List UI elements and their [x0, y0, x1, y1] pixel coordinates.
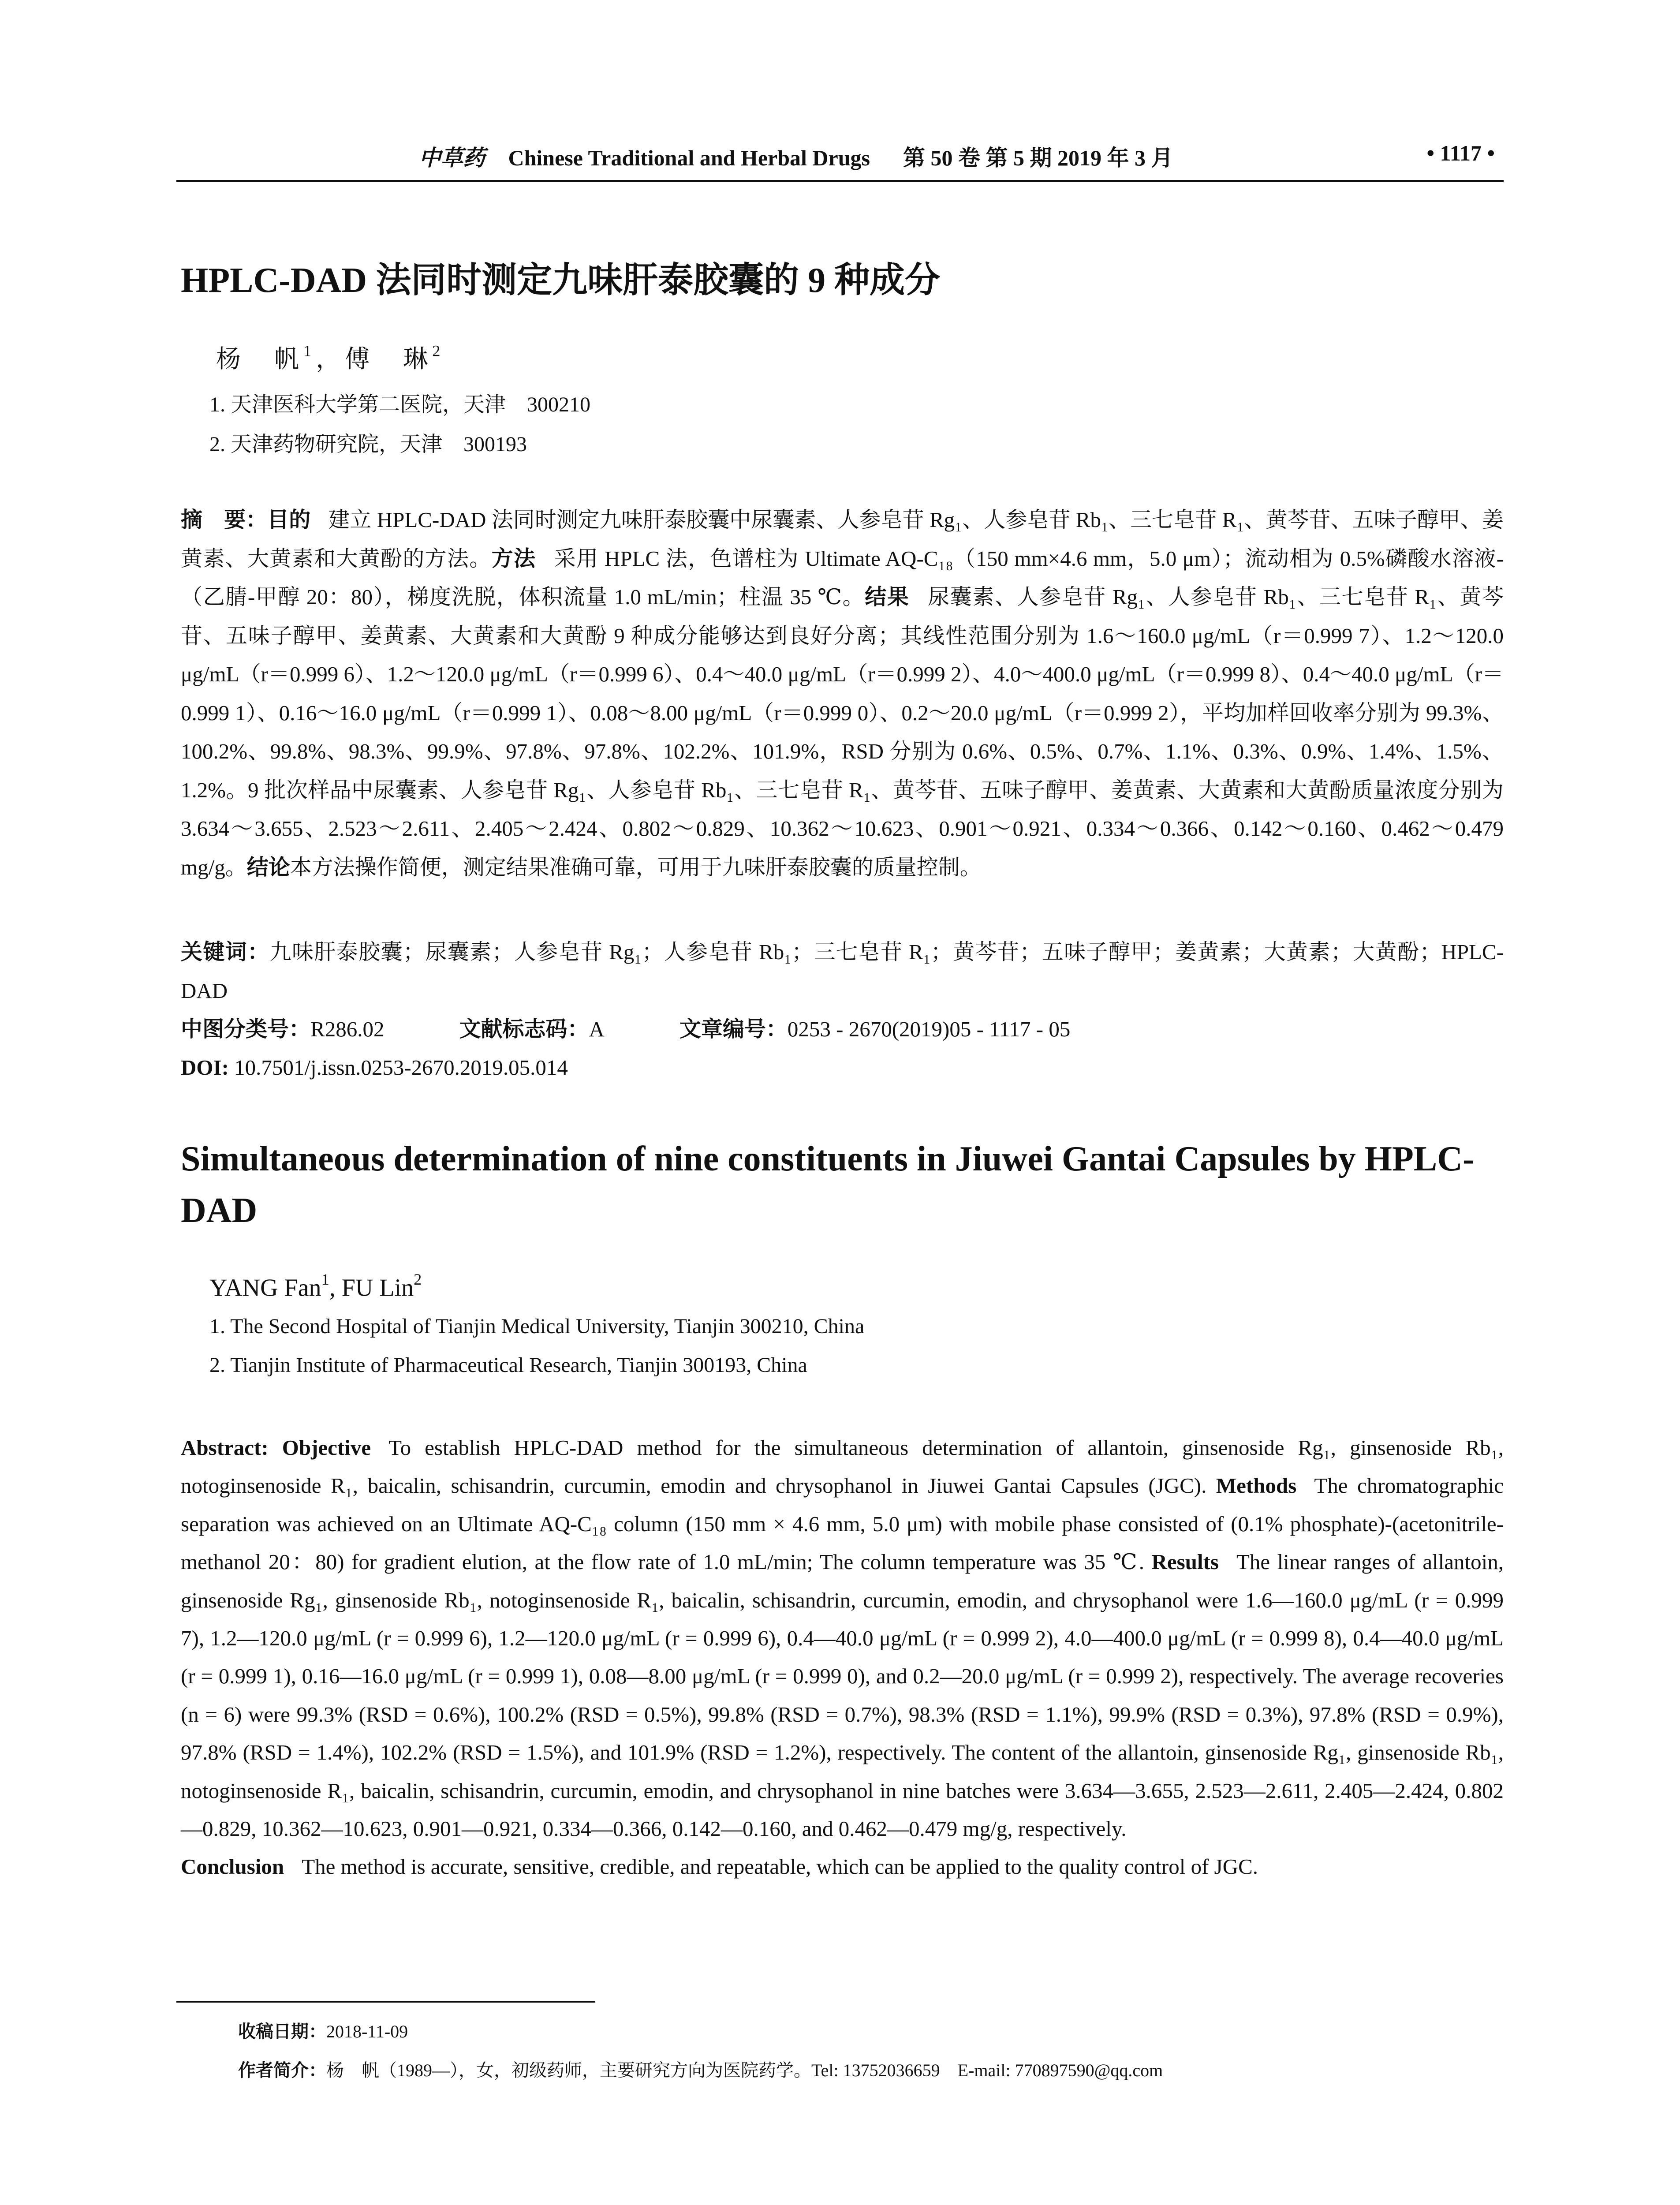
doi-value[interactable]: 10.7501/j.issn.0253-2670.2019.05.014 — [234, 1055, 568, 1080]
clc-value: R286.02 — [310, 1017, 385, 1041]
methods-text-cn: 采用 HPLC 法，色谱柱为 Ultimate AQ-C₁₈（150 mm×4.6 mm，5.0 μm）；流动相为 0.5%磷酸水溶液-（乙腈-甲醇 20：80），梯度洗脱，体积流量 1.0 mL/min；柱温 35 ℃。 — [181, 546, 1504, 609]
methods-label-cn: 方法 — [491, 546, 536, 571]
authors-en — [209, 1270, 422, 1302]
abstract-label-cn: 摘 要： — [181, 508, 268, 532]
article-number-value: 0253 - 2670(2019)05 - 1117 - 05 — [787, 1017, 1071, 1041]
keywords-cn — [181, 933, 1504, 1010]
journal-name-cn: 中草药 — [419, 146, 485, 170]
author-2-cn: 傅 琳 — [345, 346, 433, 373]
author-2-sup: 2 — [432, 342, 445, 360]
journal-header — [419, 140, 1173, 172]
doc-code-value: A — [589, 1017, 605, 1041]
journal-name-en: Chinese Traditional and Herbal Drugs — [508, 146, 870, 170]
keywords-text-cn: 九味肝泰胶囊；尿囊素；人参皂苷 Rg₁；人参皂苷 Rb₁；三七皂苷 R₁；黄芩苷；五味子醇甲；姜黄素；大黄素；大黄酚；HPLC-DAD — [181, 940, 1504, 1003]
objective-text-cn: 建立 HPLC-DAD 法同时测定九味肝泰胶囊中尿囊素、人参皂苷 Rg₁、人参皂苷 Rb₁、三七皂苷 R₁、黄芩苷、五味子醇甲、姜黄素、大黄素和大黄酚的方法。 — [181, 508, 1504, 571]
conclusion-text-cn: 本方法操作简便，测定结果准确可靠，可用于九味肝泰胶囊的质量控制。 — [290, 855, 982, 879]
classification-line — [181, 1010, 1504, 1049]
article-number-label: 文章编号： — [679, 1017, 788, 1041]
abstract-en — [181, 1429, 1504, 1886]
author-1-sup: 1 — [303, 342, 316, 360]
author-separator-en: , — [329, 1274, 342, 1302]
conclusion-label-cn: 结论 — [246, 855, 290, 879]
received-label: 收稿日期： — [238, 2022, 326, 2041]
conclusion-text-en: The method is accurate, sensitive, credible, and repeatable, which can be applied to the quality control of JGC. — [302, 1854, 1258, 1879]
page-number: • 1117 • — [1426, 141, 1495, 165]
objective-label-cn: 目的 — [267, 508, 311, 532]
running-header — [176, 140, 1504, 182]
affiliation-2-cn: 2. 天津药物研究院，天津 300193 — [209, 433, 527, 456]
abstract-label-en: Abstract: Objective — [181, 1435, 371, 1460]
methods-label-en: Methods — [1216, 1473, 1297, 1498]
footnote-received — [238, 2018, 408, 2043]
issue-info: 第 50 卷 第 5 期 2019 年 3 月 — [903, 146, 1173, 170]
doc-code-label: 文献标志码： — [459, 1017, 589, 1041]
affiliation-1-en: 1. The Second Hospital of Tianjin Medical University, Tianjin 300210, China — [209, 1315, 865, 1338]
authors-cn — [216, 340, 444, 375]
footnote-divider — [176, 2001, 595, 2003]
methods-text-en: The chromatographic separation was achieved on an Ultimate AQ-C₁₈ column (150 mm × 4.6 mm, 5.0 μm) with mobile phase consisted of (0.1% phosphate)-(acetonitrile-methanol 20：80) for gradient elution, at the flow rate of 1.0 mL/min; The column temperature was 35 ℃. — [181, 1473, 1504, 1574]
affiliation-2-en: 2. Tianjin Institute of Pharmaceutical Research, Tianjin 300193, China — [209, 1353, 807, 1377]
results-text-cn: 尿囊素、人参皂苷 Rg₁、人参皂苷 Rb₁、三七皂苷 R₁、黄芩苷、五味子醇甲、姜黄素、大黄素和大黄酚 9 种成分能够达到良好分离；其线性范围分别为 1.6～160.0 μg/mL（r＝0.999 7）、1.2～120.0 μg/mL（r＝0.999 6）、1.2～120.0 μg/mL（r＝0.999 6）、0.4～40.0 μg/mL（r＝0.999 2）、4.0～400.0 μg/mL（r＝0.999 8）、0.4～40.0 μg/mL（r＝0.999 1）、0.16～16.0 μg/mL（r＝0.999 1）、0.08～8.00 μg/mL（r＝0.999 0）、0.2～20.0 μg/mL（r＝0.999 2），平均加样回收率分别为 99.3%、100.2%、99.8%、98.3%、99.9%、97.8%、97.8%、102.2%、101.9%，RSD 分别为 0.6%、0.5%、0.7%、1.1%、0.3%、0.9%、1.4%、1.5%、1.2%。9 批次样品中尿囊素、人参皂苷 Rg₁、人参皂苷 Rb₁、三七皂苷 R₁、黄芩苷、五味子醇甲、姜黄素、大黄素和大黄酚质量浓度分别为 3.634～3.655、2.523～2.611、2.405～2.424、0.802～0.829、10.362～10.623、0.901～0.921、0.334～0.366、0.142～0.160、0.462～0.479 mg/g。 — [181, 585, 1504, 879]
author-2-en-sup: 2 — [414, 1271, 422, 1288]
bio-label: 作者简介： — [238, 2060, 326, 2080]
keywords-label-cn: 关键词： — [181, 940, 270, 964]
affiliation-1-cn: 1. 天津医科大学第二医院，天津 300210 — [209, 393, 591, 416]
author-2-en: FU Lin — [341, 1274, 414, 1302]
author-1-en-sup: 1 — [321, 1271, 329, 1288]
results-label-en: Results — [1151, 1550, 1219, 1574]
results-text-en: The linear ranges of allantoin, ginsenoside Rg₁, ginsenoside Rb₁, notoginsenoside R₁, baicalin, schisandrin, curcumin, emodin, and chrysophanol were 1.6—160.0 μg/mL (r = 0.999 7), 1.2—120.0 μg/mL (r = 0.999 6), 1.2—120.0 μg/mL (r = 0.999 6), 0.4—40.0 μg/mL (r = 0.999 2), 4.0—400.0 μg/mL (r = 0.999 8), 0.4—40.0 μg/mL (r = 0.999 1), 0.16—16.0 μg/mL (r = 0.999 1), 0.08—8.00 μg/mL (r = 0.999 0), and 0.2—20.0 μg/mL (r = 0.999 2), respectively. The average recoveries (n = 6) were 99.3% (RSD = 0.6%), 100.2% (RSD = 0.5%), 99.8% (RSD = 0.7%), 98.3% (RSD = 1.1%), 99.9% (RSD = 0.3%), 97.8% (RSD = 0.9%), 97.8% (RSD = 1.4%), 102.2% (RSD = 1.5%), and 101.9% (RSD = 1.2%), respectively. The content of the allantoin, ginsenoside Rg₁, ginsenoside Rb₁, notoginsenoside R₁, baicalin, schisandrin, curcumin, emodin, and chrysophanol in nine batches were 3.634—3.655, 2.523—2.611, 2.405—2.424, 0.802—0.829, 10.362—10.623, 0.901—0.921, 0.334—0.366, 0.142—0.160, and 0.462—0.479 mg/g, respectively. — [181, 1550, 1504, 1841]
abstract-cn — [181, 501, 1504, 886]
title-en: Simultaneous determination of nine constituents in Jiuwei Gantai Capsules by HPLC-DAD — [181, 1140, 1475, 1230]
objective-text-en: To establish HPLC-DAD method for the simultaneous determination of allantoin, ginsenoside Rg₁, ginsenoside Rb₁, notoginsenoside R₁, baicalin, schisandrin, curcumin, emodin and chrysophanol in Jiuwei Gantai Capsules (JGC). — [181, 1435, 1504, 1498]
title-cn: HPLC-DAD 法同时测定九味肝泰胶囊的 9 种成分 — [181, 261, 941, 300]
bio-text: 杨 帆（1989—），女，初级药师，主要研究方向为医院药学。Tel: 13752036659 E-mail: 770897590@qq.com — [326, 2060, 1163, 2080]
footnote-author-bio — [238, 2056, 1163, 2082]
doi-line — [181, 1048, 1504, 1087]
results-label-cn: 结果 — [865, 585, 910, 609]
doi-label: DOI: — [181, 1055, 229, 1080]
conclusion-label-en: Conclusion — [181, 1854, 284, 1879]
author-separator: ， — [316, 346, 345, 373]
received-date: 2018-11-09 — [326, 2022, 408, 2041]
clc-label: 中图分类号： — [181, 1017, 311, 1041]
author-1-en: YANG Fan — [209, 1274, 321, 1302]
author-1-cn: 杨 帆 — [216, 346, 303, 373]
